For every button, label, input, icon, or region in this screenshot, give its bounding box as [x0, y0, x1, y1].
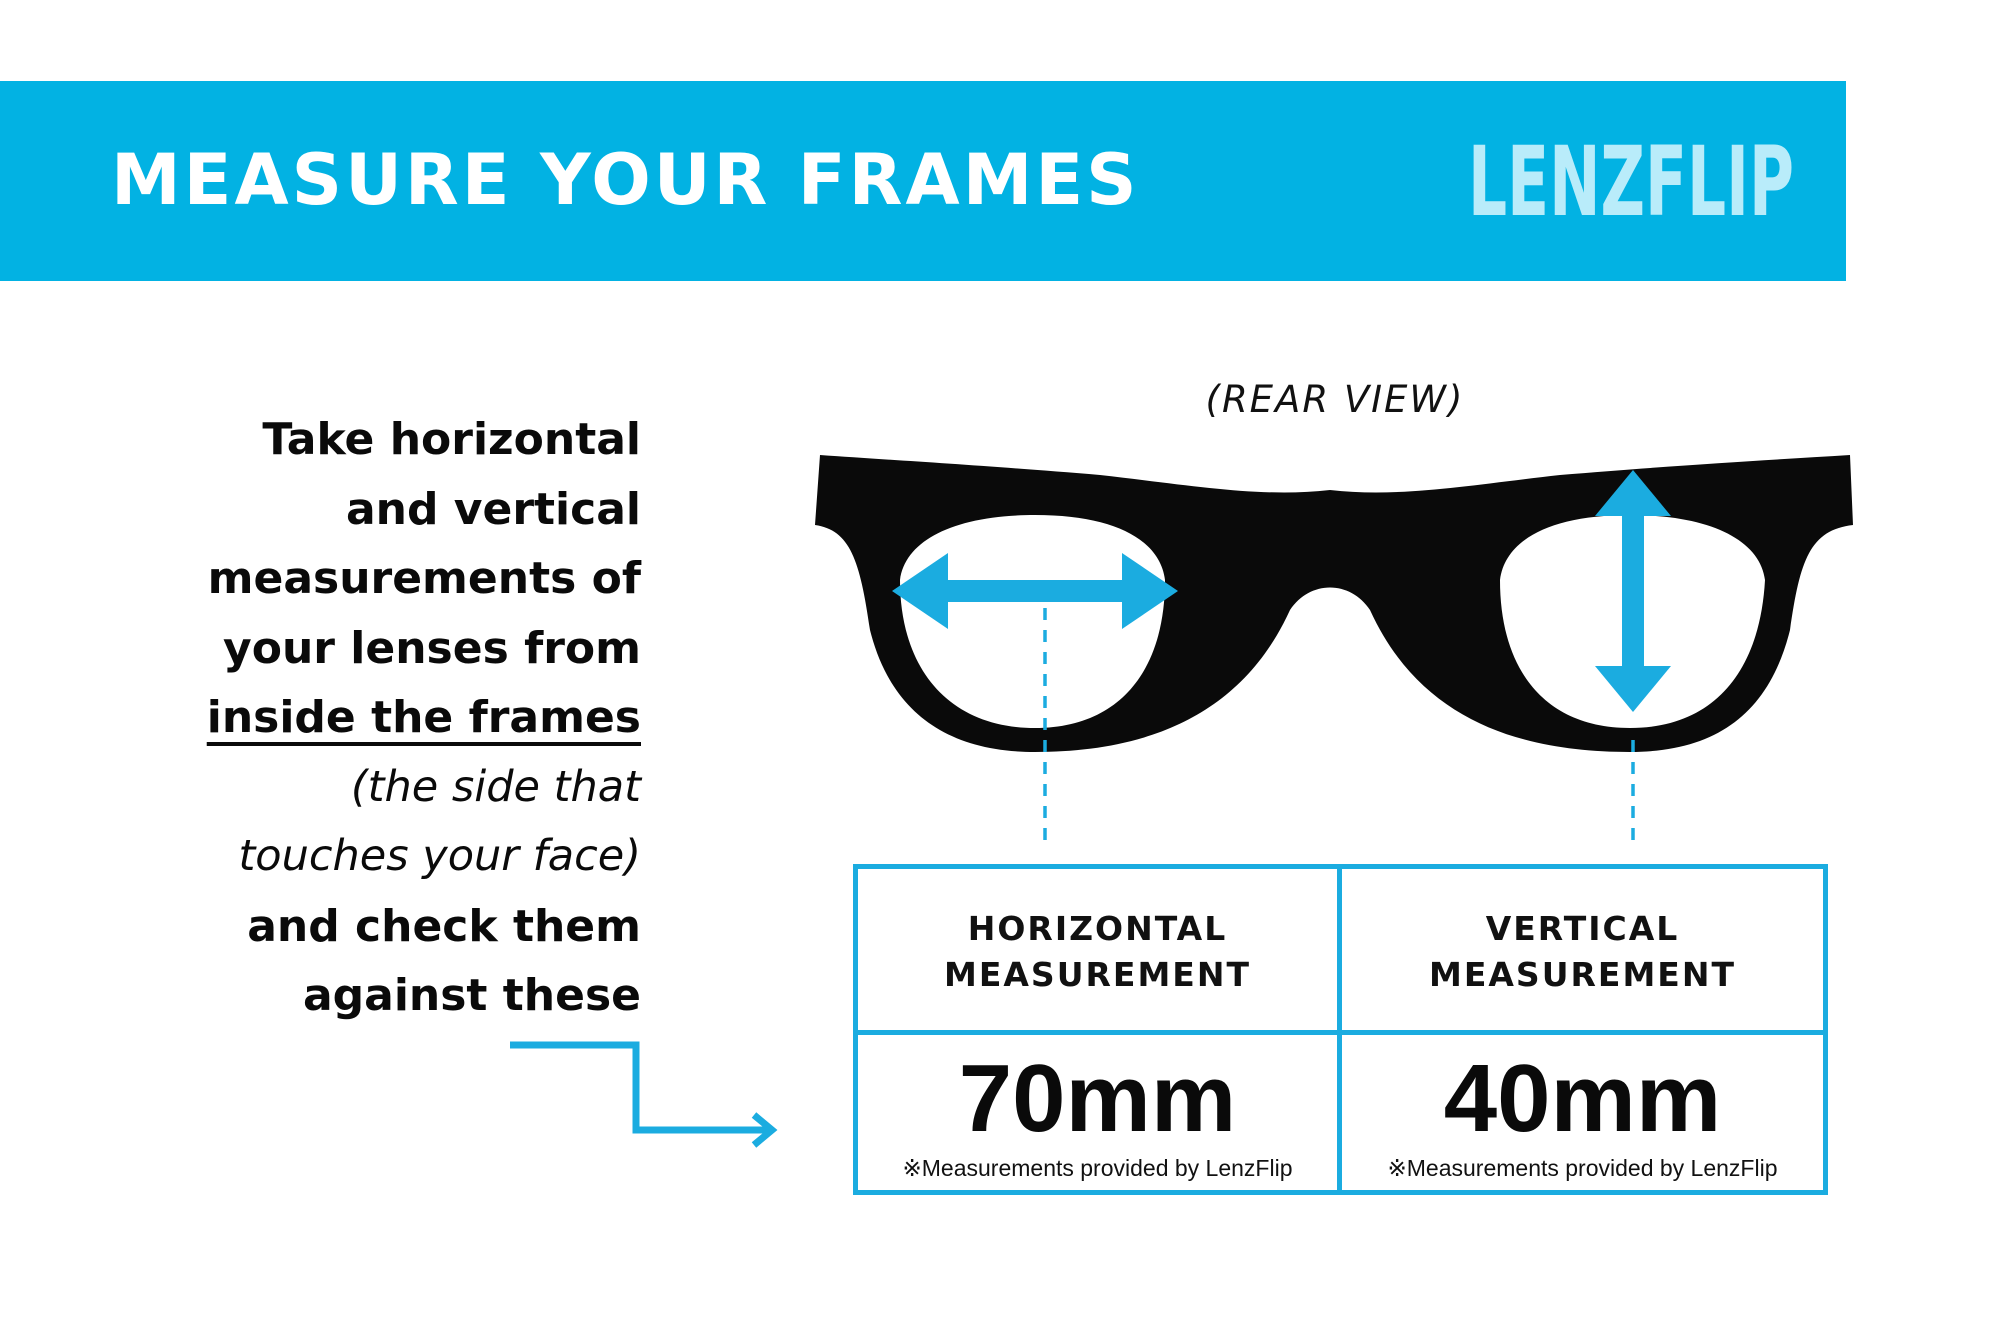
instruction-line: your lenses from — [223, 622, 641, 674]
horizontal-measurement-label: HORIZONTAL MEASUREMENT — [944, 909, 1251, 994]
header-banner — [0, 81, 1846, 281]
instruction-line: Take horizontal — [262, 414, 641, 465]
rear-view-label: (REAR VIEW) — [1205, 378, 1465, 421]
vertical-measurement-note: ※Measurements provided by LenzFlip — [1387, 1155, 1778, 1181]
vertical-measurement-label: VERTICAL MEASUREMENT — [1429, 909, 1736, 994]
vertical-measurement-value: 40mm — [1443, 1045, 1722, 1152]
glasses-diagram — [810, 430, 1860, 860]
instruction-note: touches your face) — [238, 831, 641, 881]
horizontal-measurement-note: ※Measurements provided by LenzFlip — [902, 1155, 1293, 1181]
instruction-line: measurements of — [207, 553, 641, 604]
instruction-underlined-text: inside the frames — [206, 692, 641, 743]
instruction-line: against these — [302, 970, 641, 1021]
horizontal-header-cell — [858, 869, 1342, 1035]
instructions-text — [120, 405, 641, 1031]
page-title: MEASURE YOUR FRAMES — [111, 139, 1140, 221]
horizontal-value-cell — [858, 1035, 1342, 1190]
measurement-table — [853, 864, 1828, 1195]
vertical-value-cell — [1342, 1035, 1823, 1190]
arrow-right-icon — [500, 1035, 780, 1145]
horizontal-arrow-icon — [892, 553, 1178, 629]
vertical-arrow-icon — [1595, 470, 1671, 712]
instruction-line: and check them — [247, 900, 641, 952]
horizontal-measurement-value: 70mm — [958, 1045, 1237, 1152]
vertical-header-cell — [1342, 869, 1823, 1035]
instruction-emphasis — [120, 683, 641, 753]
glasses-frame — [815, 455, 1853, 752]
instruction-note: (the side that — [350, 761, 641, 812]
lenzflip-logo — [1468, 126, 1794, 238]
logo-text: LENZFLIP — [1468, 126, 1794, 238]
instruction-line: and vertical — [345, 483, 641, 535]
